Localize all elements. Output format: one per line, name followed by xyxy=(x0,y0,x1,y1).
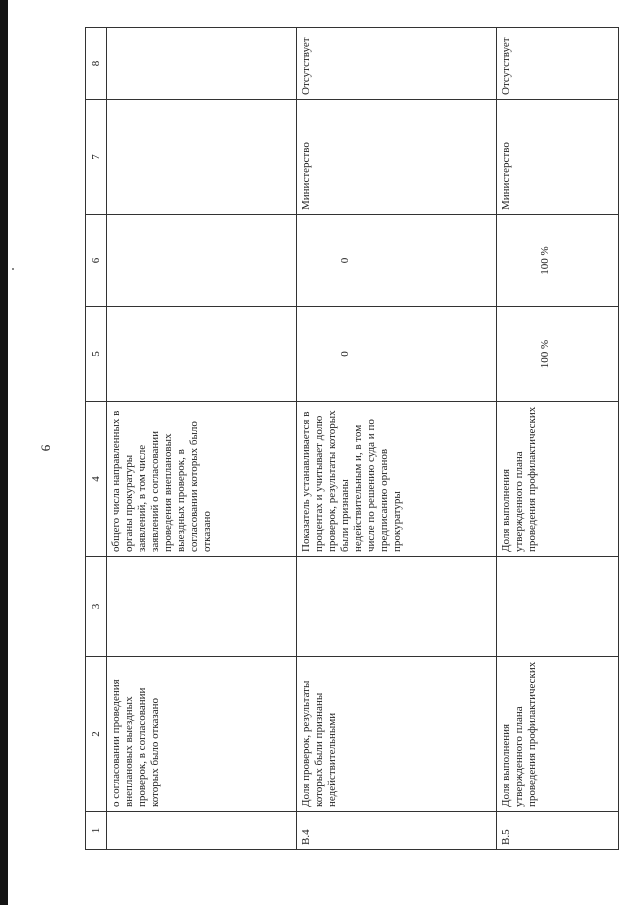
cell-responsible: Министерство xyxy=(497,100,619,215)
cell-indicator-name: Доля выполнения утвержденного плана проведения профилактических xyxy=(497,657,619,812)
rotated-table-container xyxy=(85,28,619,850)
cell-responsible xyxy=(107,100,297,215)
header-cell-1: 1 xyxy=(86,812,107,850)
header-cell-8: 8 xyxy=(86,28,107,100)
header-cell-6: 6 xyxy=(86,215,107,307)
cell-col5 xyxy=(107,307,297,402)
cell-notes xyxy=(107,28,297,100)
cell-col3 xyxy=(497,557,619,657)
cell-col6: 0 xyxy=(297,215,497,307)
cell-notes: Отсутствует xyxy=(297,28,497,100)
header-cell-2: 2 xyxy=(86,657,107,812)
cell-indicator-name: о согласовании проведения внеплановых выездных проверок, в согласовании которых было отказано xyxy=(107,657,297,812)
page-number: 9 xyxy=(38,444,54,452)
cell-col3 xyxy=(297,557,497,657)
header-cell-5: 5 xyxy=(86,307,107,402)
cell-indicator-name: Доля проверок, результаты которых были признаны недействительными xyxy=(297,657,497,812)
cell-col5: 100 % xyxy=(497,307,619,402)
cell-number xyxy=(107,812,297,850)
cell-col3 xyxy=(107,557,297,657)
scan-edge xyxy=(0,0,8,905)
indicators-table xyxy=(85,27,619,850)
cell-col6: 100 % xyxy=(497,215,619,307)
scan-speck xyxy=(12,268,14,270)
cell-col6 xyxy=(107,215,297,307)
header-cell-7: 7 xyxy=(86,100,107,215)
cell-number: В.5 xyxy=(497,812,619,850)
cell-notes: Отсутствует xyxy=(497,28,619,100)
cell-description: общего числа направленных в органы прокуратуры заявлений, в том числе заявлений о согласовании проведения внеплановых выездных проверок, в согласовании которых было отказано xyxy=(107,402,297,557)
cell-responsible: Министерство xyxy=(297,100,497,215)
table-row xyxy=(107,28,297,850)
table-row xyxy=(297,28,497,850)
cell-description: Показатель устанавливается в процентах и учитывает долю проверок, результаты которых были признаны недействительным и, в том числе по решению суда и по предписанию органов прокуратуры xyxy=(297,402,497,557)
cell-description: Доля выполнения утвержденного плана проведения профилактических xyxy=(497,402,619,557)
header-cell-3: 3 xyxy=(86,557,107,657)
cell-col5: 0 xyxy=(297,307,497,402)
header-cell-4: 4 xyxy=(86,402,107,557)
table-row xyxy=(497,28,619,850)
header-row xyxy=(86,28,107,850)
cell-number: В.4 xyxy=(297,812,497,850)
